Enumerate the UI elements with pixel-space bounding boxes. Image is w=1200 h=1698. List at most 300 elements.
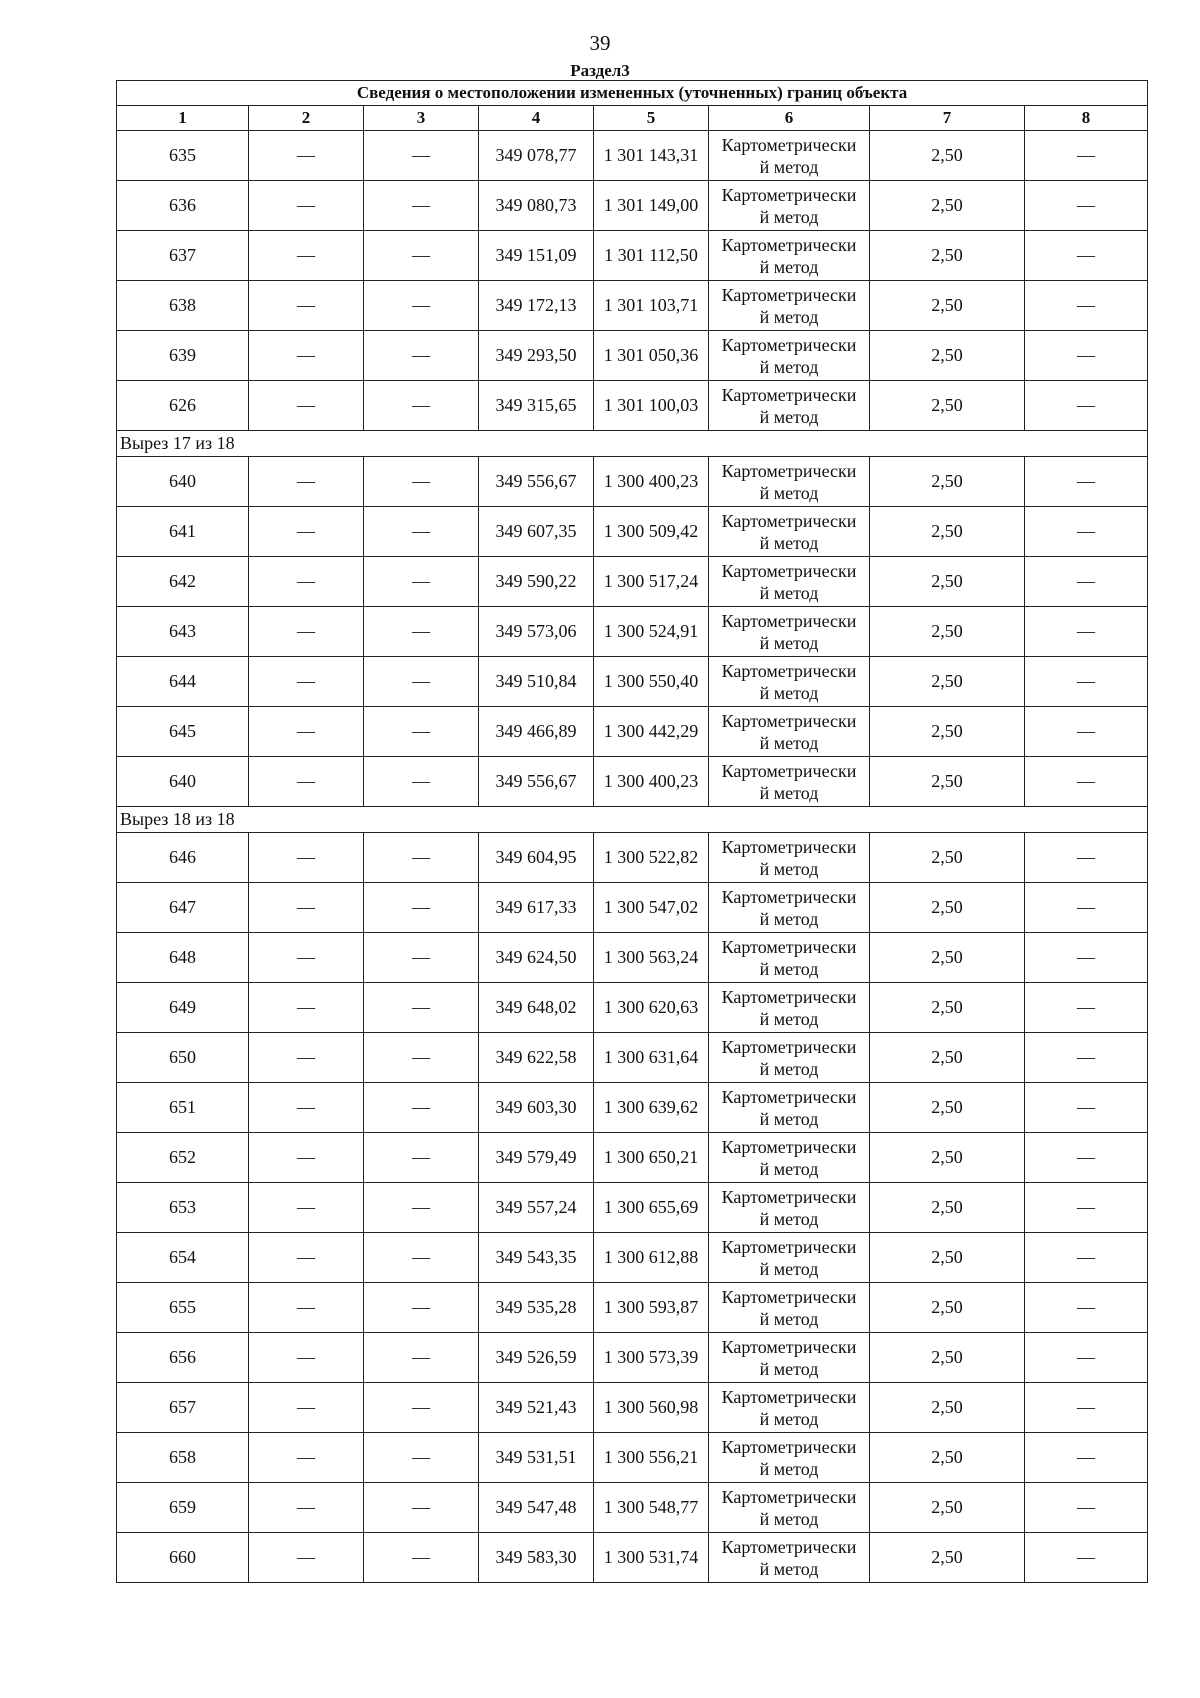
point-number-cell: 653 <box>117 1183 249 1233</box>
col3-cell: — <box>364 1383 479 1433</box>
method-line-2: й метод <box>759 682 819 703</box>
col2-cell: — <box>249 1483 364 1533</box>
x-coordinate-cell: 349 531,51 <box>479 1433 594 1483</box>
point-number-cell: 658 <box>117 1433 249 1483</box>
cutout-group-row <box>117 807 1148 833</box>
point-number-cell: 626 <box>117 381 249 431</box>
col2-cell: — <box>249 457 364 507</box>
x-coordinate-cell: 349 521,43 <box>479 1383 594 1433</box>
point-number-cell: 654 <box>117 1233 249 1283</box>
y-coordinate-cell: 1 300 593,87 <box>594 1283 709 1333</box>
y-coordinate-cell: 1 300 655,69 <box>594 1183 709 1233</box>
x-coordinate-cell: 349 526,59 <box>479 1333 594 1383</box>
point-number-cell: 647 <box>117 883 249 933</box>
point-number-cell: 660 <box>117 1533 249 1583</box>
method-line-1: Картометрически <box>721 986 857 1007</box>
col8-cell: — <box>1025 833 1148 883</box>
y-coordinate-cell: 1 300 563,24 <box>594 933 709 983</box>
col3-cell: — <box>364 457 479 507</box>
table-row <box>117 131 1148 181</box>
col3-cell: — <box>364 1083 479 1133</box>
col2-cell: — <box>249 983 364 1033</box>
col3-cell: — <box>364 757 479 807</box>
table-header-row <box>117 106 1148 131</box>
method-cell <box>709 1383 870 1433</box>
x-coordinate-cell: 349 172,13 <box>479 281 594 331</box>
point-number-cell: 638 <box>117 281 249 331</box>
accuracy-cell: 2,50 <box>870 983 1025 1033</box>
method-line-2: й метод <box>759 1158 819 1179</box>
col2-cell: — <box>249 1383 364 1433</box>
x-coordinate-cell: 349 573,06 <box>479 607 594 657</box>
method-line-2: й метод <box>759 1208 819 1229</box>
col3-cell: — <box>364 1533 479 1583</box>
accuracy-cell: 2,50 <box>870 607 1025 657</box>
accuracy-cell: 2,50 <box>870 331 1025 381</box>
col8-cell: — <box>1025 381 1148 431</box>
y-coordinate-cell: 1 301 143,31 <box>594 131 709 181</box>
y-coordinate-cell: 1 300 556,21 <box>594 1433 709 1483</box>
table-row <box>117 833 1148 883</box>
table-row <box>117 281 1148 331</box>
method-line-1: Картометрически <box>721 660 857 681</box>
accuracy-cell: 2,50 <box>870 883 1025 933</box>
method-cell <box>709 507 870 557</box>
col8-cell: — <box>1025 1533 1148 1583</box>
method-line-2: й метод <box>759 206 819 227</box>
method-cell <box>709 131 870 181</box>
method-line-1: Картометрически <box>721 1236 857 1257</box>
x-coordinate-cell: 349 078,77 <box>479 131 594 181</box>
y-coordinate-cell: 1 300 631,64 <box>594 1033 709 1083</box>
col8-cell: — <box>1025 1133 1148 1183</box>
method-line-2: й метод <box>759 156 819 177</box>
col2-cell: — <box>249 1433 364 1483</box>
table-row <box>117 557 1148 607</box>
method-line-2: й метод <box>759 1358 819 1379</box>
col8-cell: — <box>1025 181 1148 231</box>
y-coordinate-cell: 1 301 112,50 <box>594 231 709 281</box>
accuracy-cell: 2,50 <box>870 1533 1025 1583</box>
point-number-cell: 641 <box>117 507 249 557</box>
x-coordinate-cell: 349 293,50 <box>479 331 594 381</box>
y-coordinate-cell: 1 300 548,77 <box>594 1483 709 1533</box>
boundary-coordinates-table <box>116 80 1148 1583</box>
x-coordinate-cell: 349 535,28 <box>479 1283 594 1333</box>
y-coordinate-cell: 1 301 103,71 <box>594 281 709 331</box>
method-line-1: Картометрически <box>721 710 857 731</box>
col3-cell: — <box>364 1433 479 1483</box>
x-coordinate-cell: 349 543,35 <box>479 1233 594 1283</box>
col8-cell: — <box>1025 707 1148 757</box>
x-coordinate-cell: 349 556,67 <box>479 457 594 507</box>
col3-cell: — <box>364 657 479 707</box>
col2-cell: — <box>249 331 364 381</box>
table-row <box>117 1083 1148 1133</box>
point-number-cell: 642 <box>117 557 249 607</box>
col2-cell: — <box>249 281 364 331</box>
method-cell <box>709 657 870 707</box>
point-number-cell: 659 <box>117 1483 249 1533</box>
x-coordinate-cell: 349 590,22 <box>479 557 594 607</box>
x-coordinate-cell: 349 579,49 <box>479 1133 594 1183</box>
y-coordinate-cell: 1 300 547,02 <box>594 883 709 933</box>
method-line-1: Картометрически <box>721 284 857 305</box>
point-number-cell: 640 <box>117 457 249 507</box>
method-line-2: й метод <box>759 782 819 803</box>
method-line-1: Картометрически <box>721 1386 857 1407</box>
col2-cell: — <box>249 883 364 933</box>
accuracy-cell: 2,50 <box>870 557 1025 607</box>
col3-cell: — <box>364 281 479 331</box>
accuracy-cell: 2,50 <box>870 657 1025 707</box>
method-cell <box>709 707 870 757</box>
col2-cell: — <box>249 1233 364 1283</box>
y-coordinate-cell: 1 300 639,62 <box>594 1083 709 1133</box>
table-row <box>117 933 1148 983</box>
col3-cell: — <box>364 131 479 181</box>
table-row <box>117 231 1148 281</box>
col3-cell: — <box>364 557 479 607</box>
method-line-1: Картометрически <box>721 1186 857 1207</box>
method-line-1: Картометрически <box>721 1536 857 1557</box>
table-caption-row <box>117 81 1148 106</box>
col8-cell: — <box>1025 607 1148 657</box>
point-number-cell: 649 <box>117 983 249 1033</box>
point-number-cell: 640 <box>117 757 249 807</box>
method-line-1: Картометрически <box>721 1286 857 1307</box>
col8-cell: — <box>1025 1233 1148 1283</box>
table-row <box>117 1533 1148 1583</box>
method-line-1: Картометрически <box>721 460 857 481</box>
x-coordinate-cell: 349 510,84 <box>479 657 594 707</box>
col2-cell: — <box>249 1533 364 1583</box>
point-number-cell: 637 <box>117 231 249 281</box>
table-row <box>117 181 1148 231</box>
col2-cell: — <box>249 1083 364 1133</box>
method-cell <box>709 281 870 331</box>
accuracy-cell: 2,50 <box>870 1483 1025 1533</box>
method-line-1: Картометрически <box>721 1486 857 1507</box>
accuracy-cell: 2,50 <box>870 833 1025 883</box>
method-line-2: й метод <box>759 582 819 603</box>
y-coordinate-cell: 1 300 560,98 <box>594 1383 709 1433</box>
accuracy-cell: 2,50 <box>870 707 1025 757</box>
col3-cell: — <box>364 381 479 431</box>
x-coordinate-cell: 349 583,30 <box>479 1533 594 1583</box>
method-cell <box>709 1083 870 1133</box>
point-number-cell: 635 <box>117 131 249 181</box>
table-row <box>117 1033 1148 1083</box>
x-coordinate-cell: 349 604,95 <box>479 833 594 883</box>
method-cell <box>709 231 870 281</box>
table-row <box>117 457 1148 507</box>
point-number-cell: 643 <box>117 607 249 657</box>
table-row <box>117 883 1148 933</box>
col8-cell: — <box>1025 933 1148 983</box>
accuracy-cell: 2,50 <box>870 1083 1025 1133</box>
method-line-2: й метод <box>759 908 819 929</box>
method-line-2: й метод <box>759 1308 819 1329</box>
point-number-cell: 648 <box>117 933 249 983</box>
accuracy-cell: 2,50 <box>870 1333 1025 1383</box>
column-header: 1 <box>117 106 249 131</box>
col3-cell: — <box>364 507 479 557</box>
col2-cell: — <box>249 707 364 757</box>
col8-cell: — <box>1025 231 1148 281</box>
col8-cell: — <box>1025 983 1148 1033</box>
y-coordinate-cell: 1 301 050,36 <box>594 331 709 381</box>
col2-cell: — <box>249 1133 364 1183</box>
y-coordinate-cell: 1 300 400,23 <box>594 457 709 507</box>
x-coordinate-cell: 349 547,48 <box>479 1483 594 1533</box>
method-line-1: Картометрически <box>721 760 857 781</box>
method-cell <box>709 457 870 507</box>
method-cell <box>709 933 870 983</box>
accuracy-cell: 2,50 <box>870 507 1025 557</box>
x-coordinate-cell: 349 556,67 <box>479 757 594 807</box>
method-line-1: Картометрически <box>721 384 857 405</box>
x-coordinate-cell: 349 151,09 <box>479 231 594 281</box>
method-cell <box>709 883 870 933</box>
method-line-2: й метод <box>759 958 819 979</box>
x-coordinate-cell: 349 603,30 <box>479 1083 594 1133</box>
col2-cell: — <box>249 181 364 231</box>
y-coordinate-cell: 1 301 149,00 <box>594 181 709 231</box>
column-header: 8 <box>1025 106 1148 131</box>
col8-cell: — <box>1025 1033 1148 1083</box>
method-cell <box>709 331 870 381</box>
y-coordinate-cell: 1 300 522,82 <box>594 833 709 883</box>
method-cell <box>709 833 870 883</box>
col2-cell: — <box>249 1183 364 1233</box>
col3-cell: — <box>364 331 479 381</box>
accuracy-cell: 2,50 <box>870 281 1025 331</box>
x-coordinate-cell: 349 622,58 <box>479 1033 594 1083</box>
col3-cell: — <box>364 231 479 281</box>
accuracy-cell: 2,50 <box>870 1383 1025 1433</box>
accuracy-cell: 2,50 <box>870 757 1025 807</box>
method-cell <box>709 607 870 657</box>
table-row <box>117 983 1148 1033</box>
method-line-2: й метод <box>759 482 819 503</box>
method-cell <box>709 1133 870 1183</box>
method-line-1: Картометрически <box>721 334 857 355</box>
y-coordinate-cell: 1 300 612,88 <box>594 1233 709 1283</box>
col8-cell: — <box>1025 1383 1148 1433</box>
column-header: 6 <box>709 106 870 131</box>
col2-cell: — <box>249 381 364 431</box>
point-number-cell: 636 <box>117 181 249 231</box>
x-coordinate-cell: 349 648,02 <box>479 983 594 1033</box>
y-coordinate-cell: 1 301 100,03 <box>594 381 709 431</box>
point-number-cell: 639 <box>117 331 249 381</box>
accuracy-cell: 2,50 <box>870 1033 1025 1083</box>
method-line-1: Картометрически <box>721 510 857 531</box>
point-number-cell: 645 <box>117 707 249 757</box>
point-number-cell: 657 <box>117 1383 249 1433</box>
method-line-2: й метод <box>759 632 819 653</box>
page-number: 39 <box>589 31 611 55</box>
method-line-2: й метод <box>759 306 819 327</box>
y-coordinate-cell: 1 300 517,24 <box>594 557 709 607</box>
method-cell <box>709 1433 870 1483</box>
method-line-2: й метод <box>759 256 819 277</box>
method-line-1: Картометрически <box>721 1036 857 1057</box>
point-number-cell: 652 <box>117 1133 249 1183</box>
method-line-2: й метод <box>759 1508 819 1529</box>
method-line-1: Картометрически <box>721 184 857 205</box>
x-coordinate-cell: 349 617,33 <box>479 883 594 933</box>
table-row <box>117 607 1148 657</box>
accuracy-cell: 2,50 <box>870 1283 1025 1333</box>
col3-cell: — <box>364 883 479 933</box>
accuracy-cell: 2,50 <box>870 1133 1025 1183</box>
method-cell <box>709 557 870 607</box>
column-header: 7 <box>870 106 1025 131</box>
y-coordinate-cell: 1 300 531,74 <box>594 1533 709 1583</box>
method-line-2: й метод <box>759 1108 819 1129</box>
col3-cell: — <box>364 1183 479 1233</box>
y-coordinate-cell: 1 300 550,40 <box>594 657 709 707</box>
y-coordinate-cell: 1 300 442,29 <box>594 707 709 757</box>
table-row <box>117 657 1148 707</box>
method-line-2: й метод <box>759 1458 819 1479</box>
point-number-cell: 655 <box>117 1283 249 1333</box>
method-line-2: й метод <box>759 1558 819 1579</box>
col2-cell: — <box>249 833 364 883</box>
column-header: 4 <box>479 106 594 131</box>
col2-cell: — <box>249 557 364 607</box>
col3-cell: — <box>364 1333 479 1383</box>
method-cell <box>709 1233 870 1283</box>
col8-cell: — <box>1025 1333 1148 1383</box>
y-coordinate-cell: 1 300 573,39 <box>594 1333 709 1383</box>
x-coordinate-cell: 349 557,24 <box>479 1183 594 1233</box>
col3-cell: — <box>364 181 479 231</box>
point-number-cell: 656 <box>117 1333 249 1383</box>
col8-cell: — <box>1025 1183 1148 1233</box>
y-coordinate-cell: 1 300 650,21 <box>594 1133 709 1183</box>
table-row <box>117 707 1148 757</box>
col3-cell: — <box>364 1033 479 1083</box>
method-line-2: й метод <box>759 1258 819 1279</box>
method-cell <box>709 1033 870 1083</box>
method-line-2: й метод <box>759 1008 819 1029</box>
method-cell <box>709 1183 870 1233</box>
table-row <box>117 757 1148 807</box>
col8-cell: — <box>1025 883 1148 933</box>
method-line-1: Картометрически <box>721 1136 857 1157</box>
method-line-2: й метод <box>759 858 819 879</box>
accuracy-cell: 2,50 <box>870 231 1025 281</box>
col2-cell: — <box>249 1033 364 1083</box>
accuracy-cell: 2,50 <box>870 181 1025 231</box>
col8-cell: — <box>1025 657 1148 707</box>
col2-cell: — <box>249 933 364 983</box>
method-line-1: Картометрически <box>721 1436 857 1457</box>
method-line-2: й метод <box>759 732 819 753</box>
cutout-group-row <box>117 431 1148 457</box>
method-line-1: Картометрически <box>721 610 857 631</box>
accuracy-cell: 2,50 <box>870 381 1025 431</box>
col2-cell: — <box>249 757 364 807</box>
col3-cell: — <box>364 833 479 883</box>
method-line-2: й метод <box>759 406 819 427</box>
column-header: 3 <box>364 106 479 131</box>
section-title: Раздел3 <box>570 61 630 80</box>
method-line-2: й метод <box>759 1408 819 1429</box>
col8-cell: — <box>1025 757 1148 807</box>
col2-cell: — <box>249 1283 364 1333</box>
point-number-cell: 651 <box>117 1083 249 1133</box>
method-cell <box>709 757 870 807</box>
accuracy-cell: 2,50 <box>870 131 1025 181</box>
col2-cell: — <box>249 657 364 707</box>
column-header: 2 <box>249 106 364 131</box>
table-row <box>117 381 1148 431</box>
table-title: Сведения о местоположении измененных (уточненных) границ объекта <box>117 81 1148 106</box>
col2-cell: — <box>249 131 364 181</box>
table-row <box>117 507 1148 557</box>
table-row <box>117 1433 1148 1483</box>
y-coordinate-cell: 1 300 509,42 <box>594 507 709 557</box>
table-row <box>117 1133 1148 1183</box>
column-header: 5 <box>594 106 709 131</box>
x-coordinate-cell: 349 607,35 <box>479 507 594 557</box>
col8-cell: — <box>1025 131 1148 181</box>
accuracy-cell: 2,50 <box>870 1183 1025 1233</box>
method-line-1: Картометрически <box>721 936 857 957</box>
cutout-label: Вырез 17 из 18 <box>117 431 1148 457</box>
col3-cell: — <box>364 1483 479 1533</box>
table-row <box>117 1483 1148 1533</box>
method-line-1: Картометрически <box>721 1336 857 1357</box>
x-coordinate-cell: 349 080,73 <box>479 181 594 231</box>
accuracy-cell: 2,50 <box>870 457 1025 507</box>
y-coordinate-cell: 1 300 620,63 <box>594 983 709 1033</box>
method-cell <box>709 1333 870 1383</box>
table-row <box>117 331 1148 381</box>
method-line-1: Картометрически <box>721 1086 857 1107</box>
method-line-2: й метод <box>759 532 819 553</box>
point-number-cell: 644 <box>117 657 249 707</box>
col2-cell: — <box>249 607 364 657</box>
col8-cell: — <box>1025 457 1148 507</box>
col8-cell: — <box>1025 1083 1148 1133</box>
method-line-1: Картометрически <box>721 836 857 857</box>
col3-cell: — <box>364 1283 479 1333</box>
x-coordinate-cell: 349 466,89 <box>479 707 594 757</box>
point-number-cell: 646 <box>117 833 249 883</box>
method-line-1: Картометрически <box>721 134 857 155</box>
table-row <box>117 1283 1148 1333</box>
col2-cell: — <box>249 231 364 281</box>
col8-cell: — <box>1025 557 1148 607</box>
x-coordinate-cell: 349 624,50 <box>479 933 594 983</box>
table-row <box>117 1383 1148 1433</box>
col3-cell: — <box>364 707 479 757</box>
method-line-2: й метод <box>759 356 819 377</box>
point-number-cell: 650 <box>117 1033 249 1083</box>
col8-cell: — <box>1025 1483 1148 1533</box>
col8-cell: — <box>1025 507 1148 557</box>
method-cell <box>709 181 870 231</box>
accuracy-cell: 2,50 <box>870 933 1025 983</box>
accuracy-cell: 2,50 <box>870 1433 1025 1483</box>
method-line-1: Картометрически <box>721 886 857 907</box>
method-cell <box>709 983 870 1033</box>
